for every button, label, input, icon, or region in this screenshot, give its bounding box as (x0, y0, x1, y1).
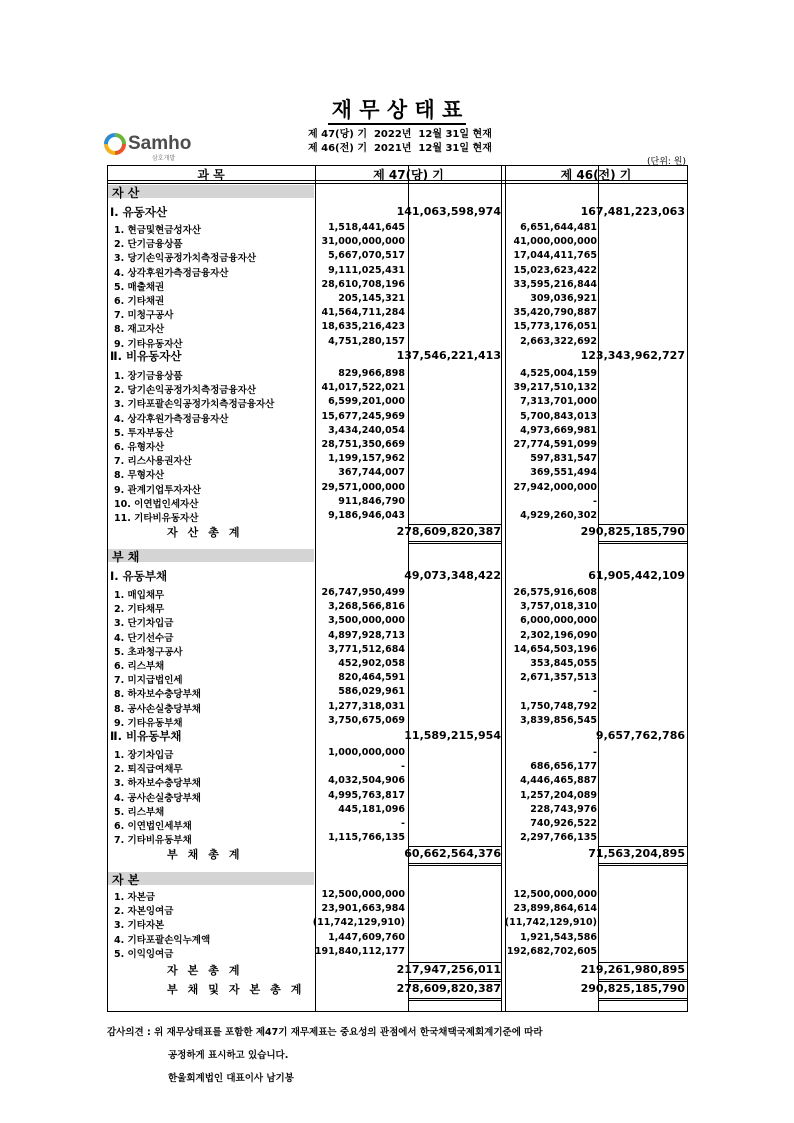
account-label: 1. 장기금융상품 (114, 371, 183, 382)
current-assets-current-total: 141,063,598,974 (396, 205, 501, 218)
table-row (107, 250, 688, 264)
liabilities-heading (108, 549, 314, 562)
prior-amount: 6,651,644,481 (520, 222, 597, 233)
account-label: 2. 자본잉여금 (114, 906, 174, 918)
current-amount: 1,447,609,760 (328, 931, 405, 943)
prior-amount: 15,023,623,422 (513, 264, 597, 276)
table-row (107, 265, 688, 279)
table-row (107, 932, 688, 946)
table-row (107, 615, 688, 629)
account-label: 5. 투자부동산 (114, 427, 174, 439)
liabilities-heading-label: 부 채 (112, 550, 140, 564)
logo-name: Samho (128, 133, 192, 154)
total-equity-prior: 219,261,980,895 (580, 963, 685, 976)
account-label: 6. 리스부채 (114, 661, 165, 672)
current-amount: 820,464,591 (338, 672, 405, 684)
current-amount: 445,181,096 (338, 803, 405, 815)
current-amount: 1,199,157,962 (328, 453, 405, 465)
prior-period: 제 46(전) 기 2021년 12월 31일 현재 (308, 143, 492, 154)
current-amount: - (401, 761, 405, 773)
account-label: 7. 미청구공사 (114, 310, 174, 322)
prior-amount: 7,313,701,000 (520, 396, 597, 408)
prior-amount: 1,257,204,089 (520, 789, 597, 801)
current-amount: 28,610,708,196 (321, 278, 405, 290)
prior-amount: 33,595,216,844 (513, 278, 597, 290)
prior-amount: 2,663,322,692 (520, 335, 597, 347)
total-liabilities-prior: 71,563,204,895 (588, 847, 685, 860)
table-row (107, 818, 688, 832)
current-amount: 1,518,441,645 (328, 222, 405, 233)
prior-amount: 5,700,843,013 (520, 410, 597, 422)
account-label: 3. 하자보수충당부채 (114, 778, 201, 790)
prior-amount: 23,899,864,614 (513, 903, 597, 915)
account-label: 6. 이연법인세부채 (114, 821, 192, 832)
table-row (107, 453, 688, 467)
table-row (107, 946, 688, 960)
account-label: 1. 현금및현금성자산 (114, 225, 201, 236)
table-row (107, 467, 688, 481)
table-row (107, 425, 688, 439)
account-label: 4. 기타포괄손익누계액 (114, 934, 211, 946)
account-label: 9. 관계기업투자자산 (114, 484, 201, 496)
current-amount: 205,145,321 (338, 293, 405, 304)
noncurrent-assets-current-total: 137,546,221,413 (396, 349, 501, 362)
table-row (107, 790, 688, 804)
account-label: 5. 매출채권 (114, 281, 165, 293)
account-label: 9. 기타유동자산 (114, 338, 183, 350)
table-row (107, 747, 688, 761)
account-label: 1. 자본금 (114, 892, 156, 903)
table-row (107, 439, 688, 453)
prior-amount: 3,839,856,545 (520, 714, 597, 726)
current-amount: 4,032,504,906 (328, 775, 405, 787)
total-equity-label: 자본총계 (167, 964, 250, 977)
account-label: 8. 하자보수충당부채 (114, 689, 201, 701)
current-amount: 4,897,928,713 (328, 629, 405, 641)
table-row (107, 804, 688, 818)
current-amount: 15,677,245,969 (321, 410, 405, 422)
table-row (107, 644, 688, 658)
audit-opinion-line1: 감사의견 : 위 재무상태표를 포함한 제47기 재무제표는 중요성의 관점에서 한국채택국제회계기준에 따라 (107, 1027, 543, 1038)
logo-subtext: 삼호개발 (152, 155, 176, 162)
auditor-signature: 한울회계법인 대표이사 남기봉 (168, 1073, 294, 1084)
current-liabilities-label: Ⅰ. 유동부채 (110, 569, 168, 583)
account-label: 3. 기타자본 (114, 920, 165, 932)
prior-amount: 228,743,976 (530, 803, 597, 815)
table-row (107, 630, 688, 644)
account-label: 4. 공사손실충당부채 (114, 792, 201, 804)
total-assets-label: 자산총계 (167, 526, 250, 539)
table-row (107, 336, 688, 350)
prior-amount: 369,551,494 (530, 467, 597, 479)
prior-amount: 27,942,000,000 (513, 481, 597, 493)
table-row (107, 587, 688, 601)
account-label: 7. 기타비유동부채 (114, 835, 192, 847)
noncurrent-liabilities-current-total: 11,589,215,954 (404, 729, 501, 742)
total-equity (107, 962, 688, 979)
table-row (107, 222, 688, 236)
audit-opinion-line2: 공정하게 표시하고 있습니다. (168, 1050, 289, 1061)
noncurrent-liabilities (107, 730, 688, 744)
current-amount: 28,751,350,669 (321, 439, 405, 450)
page-title: 재 무 상 태 표 (0, 94, 794, 124)
table-row (107, 279, 688, 293)
current-period: 제 47(당) 기 2022년 12월 31일 현재 (308, 129, 492, 140)
table-row (107, 396, 688, 410)
current-amount: 452,902,058 (338, 658, 405, 669)
prior-amount: 4,525,004,159 (520, 368, 597, 379)
equity-heading (108, 872, 314, 885)
table-row (107, 686, 688, 700)
table-row (107, 382, 688, 396)
current-amount: 26,747,950,499 (321, 587, 405, 598)
current-amount: 1,115,766,135 (328, 832, 405, 844)
table-row (107, 775, 688, 789)
prior-amount: 740,926,522 (530, 818, 597, 829)
account-label: 6. 유형자산 (114, 442, 165, 453)
noncurrent-assets-label: Ⅱ. 비유동자산 (110, 349, 182, 363)
current-amount: 4,995,763,817 (328, 789, 405, 801)
table-row (107, 368, 688, 382)
prior-amount: 4,929,260,302 (520, 510, 597, 521)
current-amount: 41,017,522,021 (321, 382, 405, 394)
current-amount: 41,564,711,284 (321, 307, 405, 319)
prior-amount: 2,297,766,135 (520, 832, 597, 844)
total-liabilities-current: 60,662,564,376 (404, 847, 501, 860)
total-liabilities-equity-label: 부채및자본총계 (167, 983, 312, 996)
table-row (107, 482, 688, 496)
current-amount: 5,667,070,517 (328, 250, 405, 262)
account-label: 9. 기타유동부채 (114, 717, 183, 729)
current-amount: 367,744,007 (338, 467, 405, 479)
unit-label: (단위: 원) (647, 157, 686, 167)
prior-amount: 4,446,465,887 (520, 775, 597, 787)
total-assets-prior: 290,825,185,790 (580, 525, 685, 538)
noncurrent-liabilities-label: Ⅱ. 비유동부채 (110, 729, 182, 743)
current-amount: - (401, 818, 405, 829)
account-label: 2. 단기금융상품 (114, 239, 183, 251)
current-liabilities-prior-total: 61,905,442,109 (588, 569, 685, 582)
table-row (107, 917, 688, 931)
table-row (107, 236, 688, 250)
current-amount: 586,029,961 (338, 686, 405, 698)
prior-amount: 41,000,000,000 (513, 236, 597, 248)
total-liabilities-label: 부채총계 (167, 848, 250, 861)
noncurrent-assets-prior-total: 123,343,962,727 (580, 349, 685, 362)
prior-amount: 192,682,702,605 (506, 945, 597, 957)
table-row (107, 293, 688, 307)
total-assets (107, 524, 688, 541)
current-amount: 1,277,318,031 (328, 700, 405, 712)
prior-amount: 3,757,018,310 (520, 601, 597, 613)
account-label: 3. 단기차입금 (114, 618, 174, 630)
table-row (107, 321, 688, 335)
account-label: 2. 기타채무 (114, 604, 165, 616)
account-label: 8. 공사손실충당부채 (114, 703, 201, 715)
table-row (107, 411, 688, 425)
prior-amount: 27,774,591,099 (513, 439, 597, 450)
account-label: 6. 기타채권 (114, 296, 165, 307)
prior-amount: 2,302,196,090 (520, 629, 597, 641)
current-assets (107, 206, 688, 220)
current-assets-prior-total: 167,481,223,063 (580, 205, 685, 218)
account-label: 10. 이연법인세자산 (114, 498, 199, 510)
prior-amount: 1,750,748,792 (520, 700, 597, 712)
account-label: 1. 장기차입금 (114, 750, 174, 761)
account-label: 2. 퇴직급여채무 (114, 764, 183, 776)
current-amount: 3,771,512,684 (328, 643, 405, 655)
noncurrent-assets (107, 350, 688, 364)
table-row (107, 496, 688, 510)
prior-amount: 2,671,357,513 (520, 672, 597, 684)
current-amount: (11,742,129,910) (312, 917, 405, 929)
prior-amount: 17,044,411,765 (513, 250, 597, 262)
account-label: 4. 단기선수금 (114, 632, 174, 644)
account-label: 5. 리스부채 (114, 806, 165, 818)
account-label: 4. 상각후원가측정금융자산 (114, 267, 229, 279)
table-row (107, 761, 688, 775)
total-equity-current: 217,947,256,011 (396, 963, 501, 976)
noncurrent-liabilities-prior-total: 9,657,762,786 (595, 729, 685, 742)
account-label: 4. 상각후원가측정금융자산 (114, 413, 229, 425)
total-liabilities-equity-current: 278,609,820,387 (396, 982, 501, 995)
current-amount: 9,111,025,431 (328, 264, 405, 276)
current-amount: 29,571,000,000 (321, 481, 405, 493)
account-label: 3. 기타포괄손익공정가치측정금융자산 (114, 399, 275, 411)
table-row (107, 307, 688, 321)
prior-amount: 353,845,055 (530, 658, 597, 669)
prior-amount: 26,575,916,608 (513, 587, 597, 598)
prior-amount: 686,656,177 (530, 761, 597, 773)
table-row (107, 701, 688, 715)
logo-icon (104, 133, 126, 155)
account-label: 7. 미지급법인세 (114, 675, 183, 687)
current-amount: 829,966,898 (338, 368, 405, 379)
current-amount: 3,434,240,054 (328, 424, 405, 436)
total-assets-current: 278,609,820,387 (396, 525, 501, 538)
account-label: 7. 리스사용권자산 (114, 456, 192, 468)
account-label: 3. 당기손익공정가치측정금융자산 (114, 253, 257, 265)
company-logo (104, 131, 200, 161)
table-row (107, 510, 688, 524)
current-amount: 911,846,790 (338, 495, 405, 507)
account-label: 1. 매입채무 (114, 590, 165, 601)
account-label: 5. 이익잉여금 (114, 948, 174, 960)
account-label: 5. 초과청구공사 (114, 646, 183, 658)
total-liabilities (107, 846, 688, 863)
header-current: 제 47(당) 기 (373, 168, 444, 182)
total-liabilities-equity (107, 981, 688, 998)
account-label: 11. 기타비유동자산 (114, 513, 199, 524)
prior-amount: (11,742,129,910) (504, 917, 597, 929)
prior-amount: 14,654,503,196 (513, 643, 597, 655)
current-amount: 6,599,201,000 (328, 396, 405, 408)
prior-amount: 12,500,000,000 (513, 889, 597, 900)
account-label: 8. 재고자산 (114, 324, 165, 336)
assets-heading (108, 185, 314, 198)
prior-amount: 15,773,176,051 (513, 321, 597, 333)
table-row (107, 889, 688, 903)
prior-amount: - (593, 495, 597, 507)
table-row (107, 658, 688, 672)
current-amount: 31,000,000,000 (321, 236, 405, 248)
current-amount: 1,000,000,000 (328, 747, 405, 758)
prior-amount: 597,831,547 (530, 453, 597, 465)
account-label: 8. 무형자산 (114, 470, 165, 482)
prior-amount: 35,420,790,887 (513, 307, 597, 319)
table-row (107, 832, 688, 846)
balance-sheet-table (107, 165, 688, 1012)
table-row (107, 903, 688, 917)
header-account: 과 목 (197, 168, 225, 182)
header-prior: 제 46(전) 기 (560, 168, 632, 182)
current-amount: 3,750,675,069 (328, 714, 405, 726)
prior-amount: 1,921,543,586 (520, 931, 597, 943)
prior-amount: - (593, 686, 597, 698)
table-row (107, 672, 688, 686)
current-amount: 3,268,566,816 (328, 601, 405, 613)
account-label: 2. 당기손익공정가치측정금융자산 (114, 385, 257, 397)
current-liabilities (107, 570, 688, 584)
prior-amount: 4,973,669,981 (520, 424, 597, 436)
prior-amount: 309,036,921 (530, 293, 597, 304)
assets-heading-label: 자 산 (112, 186, 140, 200)
current-amount: 12,500,000,000 (321, 889, 405, 900)
current-assets-label: Ⅰ. 유동자산 (110, 205, 168, 219)
equity-heading-label: 자 본 (112, 873, 140, 887)
prior-amount: 6,000,000,000 (520, 615, 597, 627)
current-amount: 4,751,280,157 (328, 335, 405, 347)
table-row (107, 601, 688, 615)
current-liabilities-current-total: 49,073,348,422 (404, 569, 501, 582)
total-liabilities-equity-prior: 290,825,185,790 (580, 982, 685, 995)
current-amount: 9,186,946,043 (328, 510, 405, 521)
current-amount: 191,840,112,177 (314, 945, 405, 957)
current-amount: 18,635,216,423 (321, 321, 405, 333)
prior-amount: - (593, 747, 597, 758)
current-amount: 23,901,663,984 (321, 903, 405, 915)
table-row (107, 715, 688, 729)
prior-amount: 39,217,510,132 (513, 382, 597, 394)
current-amount: 3,500,000,000 (328, 615, 405, 627)
